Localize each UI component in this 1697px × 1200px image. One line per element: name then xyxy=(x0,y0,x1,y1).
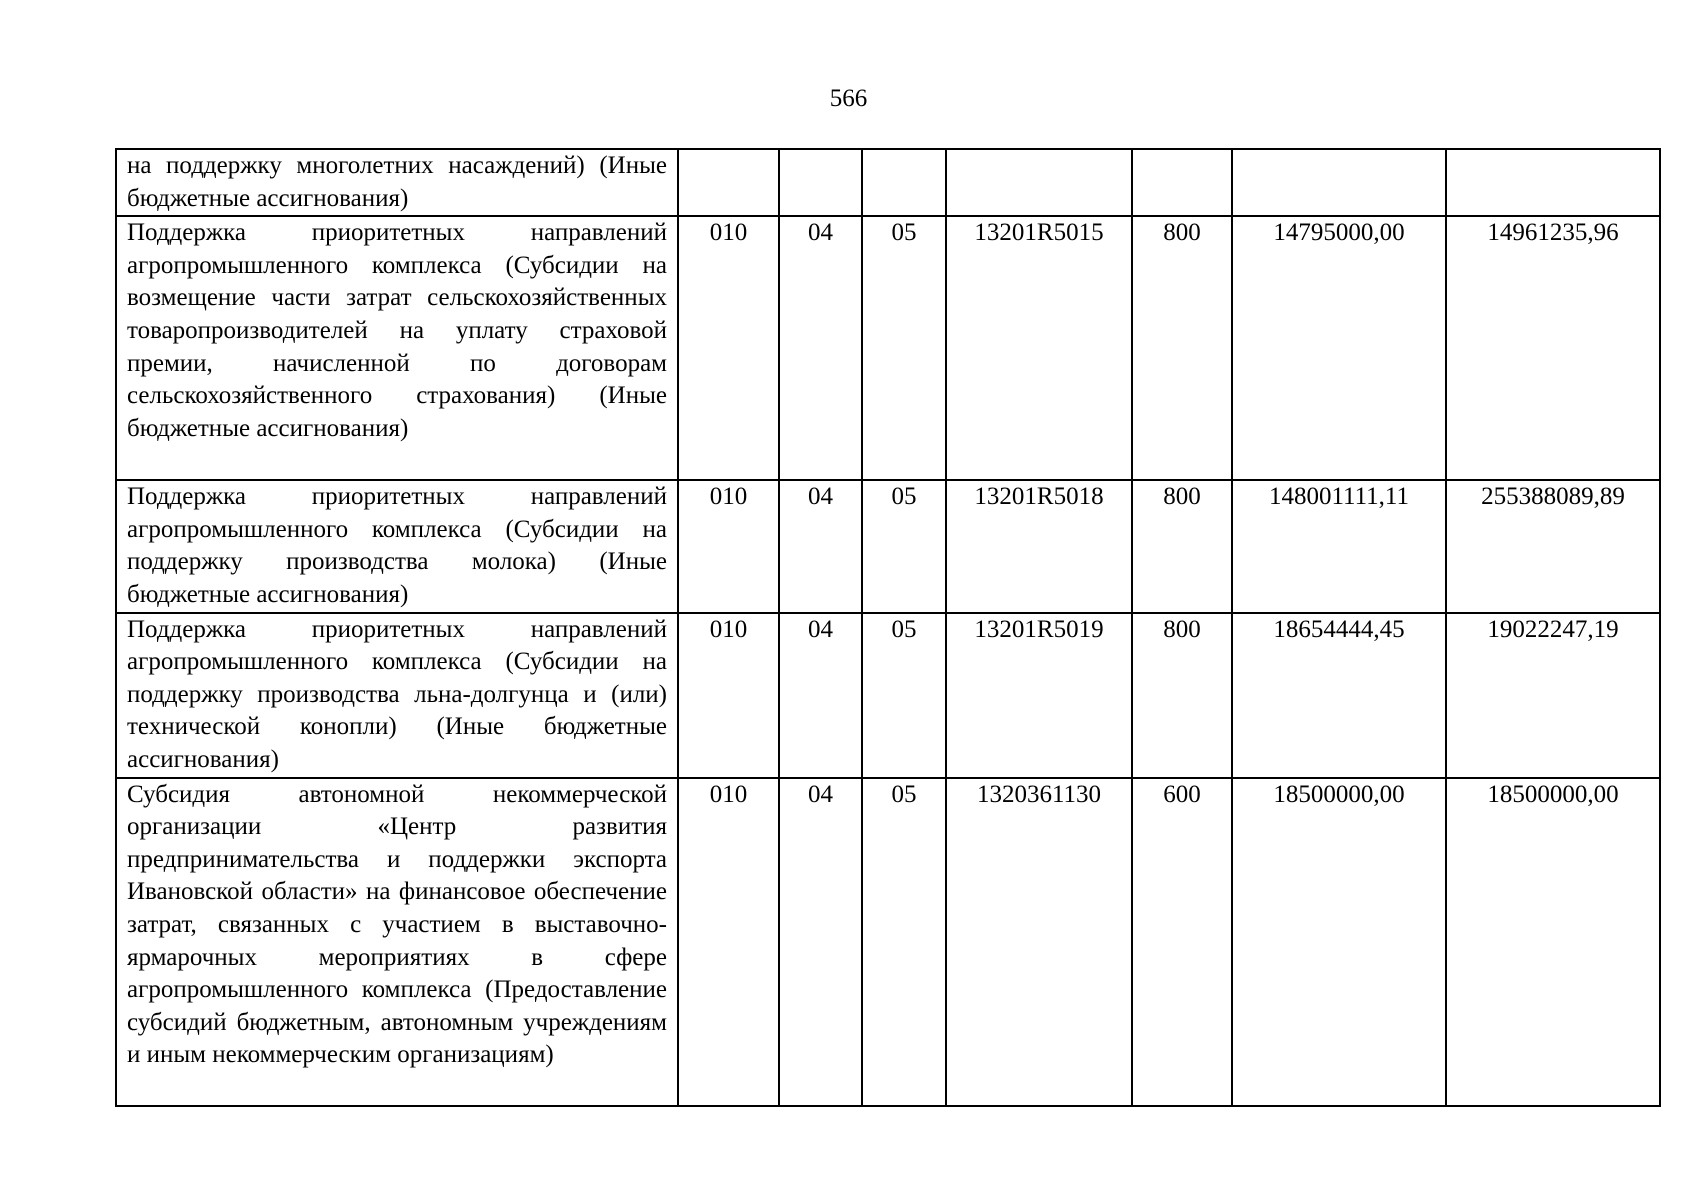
cell-pr: 05 xyxy=(862,613,946,778)
cell-sum-2: 14961235,96 xyxy=(1446,216,1660,480)
cell-rz: 04 xyxy=(779,480,862,612)
cell-sum-1: 18500000,00 xyxy=(1232,778,1446,1106)
cell-vr: 800 xyxy=(1132,480,1232,612)
cell-rz: 04 xyxy=(779,778,862,1106)
row-description: Поддержка приоритетных направлений агропромышленного комплекса (Субсидии на возмещение части затрат сельскохозяйственных товаропроизводителей на уплату страховой премии, начисленной по договорам сельскохозяйственного страхования) (Иные бюджетные ассигнования) xyxy=(116,216,678,480)
cell-csr: 13201R5019 xyxy=(946,613,1132,778)
cell-rz: 04 xyxy=(779,216,862,480)
table-row xyxy=(116,149,1660,216)
cell-rz xyxy=(779,149,862,216)
cell-gr xyxy=(678,149,779,216)
table-row xyxy=(116,778,1660,1106)
row-description: на поддержку многолетних насаждений) (Иные бюджетные ассигнования) xyxy=(116,149,678,216)
cell-vr: 800 xyxy=(1132,216,1232,480)
cell-gr: 010 xyxy=(678,216,779,480)
cell-pr xyxy=(862,149,946,216)
cell-pr: 05 xyxy=(862,216,946,480)
cell-gr: 010 xyxy=(678,613,779,778)
cell-sum-1: 14795000,00 xyxy=(1232,216,1446,480)
cell-vr xyxy=(1132,149,1232,216)
cell-pr: 05 xyxy=(862,778,946,1106)
cell-csr xyxy=(946,149,1132,216)
table-row xyxy=(116,480,1660,612)
cell-sum-1 xyxy=(1232,149,1446,216)
cell-sum-2: 18500000,00 xyxy=(1446,778,1660,1106)
page-number: 566 xyxy=(829,85,868,112)
cell-csr: 13201R5015 xyxy=(946,216,1132,480)
cell-sum-1: 148001111,11 xyxy=(1232,480,1446,612)
cell-vr: 800 xyxy=(1132,613,1232,778)
row-description: Поддержка приоритетных направлений агропромышленного комплекса (Субсидии на поддержку производства льна-долгунца и (или) технической конопли) (Иные бюджетные ассигнования) xyxy=(116,613,678,778)
cell-rz: 04 xyxy=(779,613,862,778)
cell-gr: 010 xyxy=(678,480,779,612)
cell-pr: 05 xyxy=(862,480,946,612)
cell-vr: 600 xyxy=(1132,778,1232,1106)
cell-sum-2 xyxy=(1446,149,1660,216)
row-description: Субсидия автономной некоммерческой организации «Центр развития предпринимательства и поддержки экспорта Ивановской области» на финансовое обеспечение затрат, связанных с участием в выставочно-ярмарочных мероприятиях в сфере агропромышленного комплекса (Предоставление субсидий бюджетным, автономным учреждениям и иным некоммерческим организациям) xyxy=(116,778,678,1106)
budget-table xyxy=(115,148,1661,1107)
cell-sum-2: 255388089,89 xyxy=(1446,480,1660,612)
cell-sum-1: 18654444,45 xyxy=(1232,613,1446,778)
table-row xyxy=(116,216,1660,480)
table-row xyxy=(116,613,1660,778)
cell-gr: 010 xyxy=(678,778,779,1106)
cell-sum-2: 19022247,19 xyxy=(1446,613,1660,778)
row-description: Поддержка приоритетных направлений агропромышленного комплекса (Субсидии на поддержку производства молока) (Иные бюджетные ассигнования) xyxy=(116,480,678,612)
cell-csr: 1320361130 xyxy=(946,778,1132,1106)
cell-csr: 13201R5018 xyxy=(946,480,1132,612)
